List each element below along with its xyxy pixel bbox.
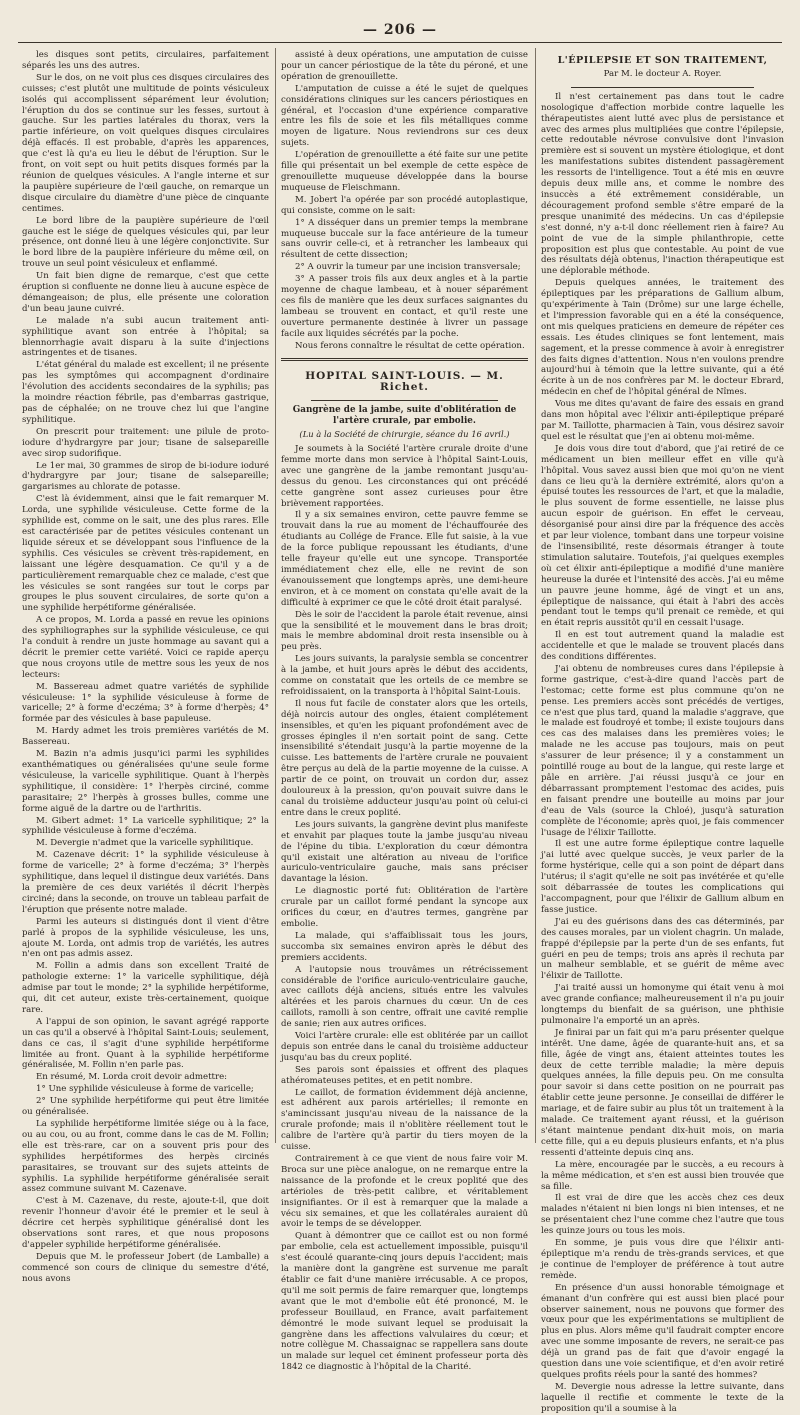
column-divider bbox=[275, 48, 276, 1143]
paragraph: Les jours suivants, la paralysie sembla se concentrer à la jambe, et huit jours après le début des accidents, comme on constatait que les orteils de ce membre se refroidissaient, on la transporta à l'hôpital Saint-Louis. bbox=[281, 654, 528, 697]
paragraph: 1° A disséquer dans un premier temps la membrane muqueuse buccale sur la face antérieure de la tumeur sans ouvrir celle-ci, et à retrancher les lambeaux qui résultent de cette dissection; bbox=[281, 217, 528, 261]
paragraph: Il est une autre forme épileptique contre laquelle j'ai lutté avec quelque succès, je veux parler de la forme hystérique, celle qui a son point de départ dans l'utérus; il s'agit qu'elle ne soit pas invétérée et qu'elle soit débarrassée de toutes les complications qui l'accompagnent, pour que l'élixir de Gallium album en fasse justice. bbox=[541, 839, 784, 915]
column-1 bbox=[22, 50, 269, 1284]
paragraph: Je dois vous dire tout d'abord, que j'ai retiré de ce médicament un bien meilleur effet en ville qu'à l'hôpital. Vous savez aussi bien que moi qu'on ne vient dans ce lieu qu'à la dernière extrémité, alors qu'on a épuisé toutes les ressources de l'art, et que la maladie, le plus souvent de forme essentielle, ne laisse plus aucun espoir de guérison. En effet le cerveau, désorganisé pour ainsi dire par la fréquence des accès et par leur violence, tombant dans une torpeur voisine de l'insensibilité, reste désormais étranger à toute stimulation salutaire. Toutefois, j'ai quelques exemples où cet élixir anti-épileptique a modifié d'une manière heureuse la durée et l'intensité des accès. J'ai eu même un pauvre jeune homme, âgé de vingt et un ans, épileptique de naissance, qui était à l'abri des accès pendant tout le temps qu'il prenait ce remède, et qui en était repris aussitôt qu'il en cessait l'usage. bbox=[541, 443, 784, 629]
paragraph: A l'autopsie nous trouvâmes un rétrécissement considérable de l'orifice auriculo-ventriculaire gauche, avec caillots déjà anciens, situés entre les valvules altérées et les parois charnues du cœur. Un de ces caillots, ramolli à son centre, offrait une cavité remplie de sanie; rien aux autres orifices. bbox=[281, 964, 528, 1030]
paragraph: 2° A ouvrir la tumeur par une incision transversale; bbox=[295, 262, 521, 273]
paragraph: Il n'est certainement pas dans tout le cadre nosologique d'affection morbide contre laquelle les thérapeutistes aient lutté avec plus de persistance et avec des armes plus multipliées que contre l'épilepsie, cette redoutable névrose convulsive dont l'invasion première est si souvent un mystère étiologique, et dont les manifestations subites distendent passagèrement les ressorts de l'intelligence. Tout a été mis en œuvre depuis deux mille ans, et comme le nombre des insuccès a été extrêmement considérable, un découragement profond semble s'être emparé de la presque unanimité des médecins. Un cas d'épilepsie s'est donné, n'y a-t-il donc réellement rien à faire? Au point de vue de la simple philanthropie, cette proposition est plus que contestable. Au point de vue des résultats déjà obtenus, l'inaction thérapeutique est une déplorable méthode. bbox=[541, 91, 784, 277]
paragraph: C'est à M. Cazenave, du reste, ajoute-t-il, que doit revenir l'honneur d'avoir été le premier et le seul à décrire cet herpès syphilitique généralisé dont les observations sont rares, et que nous proposons d'appeler syphilide herpétiforme généralisée. bbox=[22, 1196, 269, 1250]
title-rule bbox=[311, 400, 498, 401]
paragraph: M. Devergie n'admet que la varicelle syphilitique. bbox=[36, 838, 254, 849]
paragraph: Depuis que M. le professeur Jobert (de Lamballe) a commencé son cours de clinique du semestre d'été, nous avons bbox=[22, 1251, 269, 1284]
paragraph: M. Bazin n'a admis jusqu'ici parmi les syphilides exanthématiques ou généralisées qu'une seule forme vésiculeuse, la varicelle syphilitique. Quant à l'herpès syphilitique, il considère: 1° l'herpès circiné, comme parasitaire; 2° l'herpès à grosses bulles, comme une forme aiguë de la dartre ou de l'arthritis. bbox=[22, 749, 269, 814]
paragraph: Quant à démontrer que ce caillot est ou non formé par embolie, cela est actuellement impossible, puisqu'il s'est écoulé quarante-cinq jours depuis l'accident; mais la manière dont la gangrène est survenue me paraît établir ce fait d'une manière irrécusable. A ce propos, qu'il me soit permis de faire remarquer que, longtemps avant que le mot d'embolie eût été prononcé, M. le professeur Bouillaud, en France, avait parfaitement démontré le mode suivant lequel se produisait la gangrène dans les affections valvulaires du cœur; et notre collègue M. Chassaignac se rappellera sans doute un malade sur lequel cet éminent professeur porta dès 1842 ce diagnostic à l'hôpital de la Charité. bbox=[281, 1231, 528, 1373]
paragraph: les disques sont petits, circulaires, parfaitement séparés les uns des autres. bbox=[22, 50, 269, 71]
column-divider bbox=[535, 48, 536, 1143]
paragraph: Vous me dites qu'avant de faire des essais en grand dans mon hôpital avec l'élixir anti-épileptique préparé par M. Taillotte, pharmacien à Tain, vous désirez savoir quel est le résultat que j'en ai obtenu moi-même. bbox=[541, 399, 784, 442]
paragraph: J'ai obtenu de nombreuses cures dans l'épilepsie à forme gastrique, c'est-à-dire quand l'accès part de l'estomac; cette forme est plus commune qu'on ne pense. Les premiers accès sont précédés de vertiges, ce n'est que plus tard, quand la maladie s'aggrave, que le malade est foudroyé et tombe; il existe toujours dans ces cas des malaises dans les premières voies; le malade ne les accuse pas toujours, mais on peut s'assurer de leur présence; il y a constamment un pointillé rouge au bout de la langue, qui reste large et pâle en arrière. J'ai réussi jusqu'à ce jour en débarrassant promptement l'estomac des acides, puis en faisant prendre une bouteille au moins par jour d'eau de Vals (source la Chloé), jusqu'à saturation complète de l'économie; après quoi, je fais commencer l'usage de l'élixir Taillotte. bbox=[541, 663, 784, 838]
paragraph: Il est vrai de dire que les accès chez ces deux malades n'étaient ni bien longs ni bien intenses, et ne se présentaient chez l'une comme chez l'autre que tous les quinze jours ou tous les mois. bbox=[541, 1193, 784, 1237]
paragraph: L'amputation de cuisse a été le sujet de quelques considérations cliniques sur les cancers périostiques en général, et l'occasion d'une expérience comparative entre les fils de soie et les fils métalliques comme moyen de ligature. Nous reviendrons sur ces deux sujets. bbox=[281, 83, 528, 149]
paragraph: 2° Une syphilide herpétiforme qui peut être limitée ou généralisée. bbox=[22, 1096, 269, 1118]
hospital-article-note: (Lu à la Société de chirurgie, séance du 16 avril.) bbox=[299, 429, 510, 440]
paragraph: Dès le soir de l'accident la parole était revenue, ainsi que la sensibilité et le mouvement dans le bras droit; mais le membre abdominal droit resta insensible ou à peu près. bbox=[281, 609, 528, 653]
column-1-text bbox=[22, 50, 269, 1285]
paragraph: assisté à deux opérations, une amputation de cuisse pour un cancer périostique de la tête du péroné, et une opération de grenouillette. bbox=[281, 50, 528, 82]
section-separator bbox=[281, 358, 528, 361]
paragraph: En présence d'un aussi honorable témoignage et émanant d'un confrère qui est aussi bien placé pour observer sainement, nous ne pouvons que former des vœux pour que les expérimentations se multiplient de plus en plus. Alors même qu'il faudrait compter encore avec une somme imposante de revers, ne serait-ce pas déjà un grand pas de fait que d'avoir engagé la question dans une voie scientifique, et d'en avoir retiré quelques profits réels pour la santé des hommes? bbox=[541, 1282, 784, 1380]
column-2-text-top bbox=[281, 50, 528, 351]
page-number: — 206 — bbox=[363, 22, 437, 38]
paragraph: C'est là évidemment, ainsi que le fait remarquer M. Lorda, une syphilide vésiculeuse. Cette forme de la syphilide est, comme on le sait, une des plus rares. Elle est caractérisée par de petites vésicules contenant un liquide séreux et se développant sous l'influence de la syphilis. Ces vésicules se crèvent très-rapidement, en laissant une légère desquamation. Ce qu'il y a de particulièrement remarquable chez ce malade, c'est que les vésicules se sont rangées sur tout le corps par groupes le plus souvent circulaires, de sorte qu'on a une syphilide herpétiforme généralisée. bbox=[22, 494, 269, 614]
paragraph: Contrairement à ce que vient de nous faire voir M. Broca sur une pièce analogue, on ne remarque entre la naissance de la profonde et le creux poplité que des artérioles de très-petit calibre, et véritablement insignifiantes. Or il est à remarquer que la malade a vécu six semaines, et que les collatérales auraient dû avoir le temps de se développer. bbox=[281, 1154, 528, 1230]
paragraph: En somme, je puis vous dire que l'élixir anti-épileptique m'a rendu de très-grands services, et que je continue de l'employer de préférence à tout autre remède. bbox=[541, 1238, 784, 1281]
paragraph: M. Devergie nous adresse la lettre suivante, dans laquelle il rectifie et commente le texte de la proposition qu'il a soumise à la bbox=[541, 1381, 784, 1414]
paragraph: Un fait bien digne de remarque, c'est que cette éruption si confluente ne donne lieu à aucune espèce de démangeaison; de plus, elle présente une coloration d'un beau jaune cuivré. bbox=[22, 271, 269, 314]
paragraph: Le bord libre de la paupière supérieure de l'œil gauche est le siége de quelques vésicules qui, par leur présence, ont donné lieu à une légère conjonctivite. Sur le bord libre de la paupière inférieure du même œil, on trouve un seul point vésiculeux et enflammé. bbox=[22, 215, 269, 270]
paragraph: Le 1er mai, 30 grammes de sirop de bi-iodure ioduré d'hydrargyre par jour; tisane de salsepareille; gargarismes au chlorate de potasse. bbox=[22, 460, 269, 493]
paragraph: Il nous fut facile de constater alors que les orteils, déjà noircis autour des ongles, étaient complétement insensibles, et qu'en les piquant profondément avec de grosses épingles il n'en sortait point de sang. Cette insensibilité s'étendait jusqu'à la partie moyenne de la cuisse. Les battements de l'artère crurale ne pouvaient être perçus au delà de la partie moyenne de la cuisse. A partir de ce point, on trouvait un cordon dur, assez douloureux à la pression, qu'on pouvait suivre dans le canal du troisième adducteur jusqu'au point où celui-ci entre dans le creux poplité. bbox=[281, 698, 528, 818]
paragraph: M. Jobert l'a opérée par son procédé autoplastique, qui consiste, comme on le sait: bbox=[281, 194, 528, 216]
paragraph: Je soumets à la Société l'artère crurale droite d'une femme morte dans mon service à l'hôpital Saint-Louis, avec une gangrène de la jambe remontant jusqu'au-dessus du genou. Les circonstances qui ont précédé cette gangrène sont assez curieuses pour être brièvement rapportées. bbox=[281, 444, 528, 509]
paragraph: Depuis quelques années, le traitement des épileptiques par les préparations de Gallium album, qu'expérimente à Tain (Drôme) sur une large échelle, et l'impression favorable qui en a été la conséquence, ont mis quelques praticiens en demeure de répéter ces essais. Les études cliniques se font lentement, mais sagement, et la presse commence à avoir à enregistrer des faits dignes d'attention. Nous n'en voulons prendre aujourd'hui à témoin que la lettre suivante, qui a été écrite à un de nos confrères par M. le docteur Ebrard, médecin en chef de l'hôpital général de Nîmes. bbox=[541, 278, 784, 398]
paragraph: La malade, qui s'affaiblissait tous les jours, succomba six semaines environ après le début des premiers accidents. bbox=[281, 930, 528, 963]
paragraph: J'ai traité aussi un homonyme qui était venu à moi avec grande confiance; malheureusement il n'a pu jouir longtemps du bienfait de sa guérison, une phthisie pulmonaire l'a emporté un an après. bbox=[541, 983, 784, 1026]
paragraph: 3° A passer trois fils aux deux angles et à la partie moyenne de chaque lambeau, et à nouer séparément ces fils de manière que les deux surfaces saignantes du lambeau se trouvent en contact, et qu'il reste une ouverture permanente destinée à livrer un passage facile aux liquides sécrétés par la poche. bbox=[281, 274, 528, 339]
paragraph: Nous ferons connaître le résultat de cette opération. bbox=[295, 340, 525, 351]
paragraph: M. Follin a admis dans son excellent Traité de pathologie externe: 1° la varicelle syphilitique, déjà admise par tout le monde; 2° la syphilide herpétiforme, qui, dit cet auteur, existe très-certainement, quoique rare. bbox=[22, 961, 269, 1015]
paragraph: J'ai eu des guérisons dans des cas déterminés, par des causes morales, par un violent chagrin. Un malade, frappé d'épilepsie par la perte d'un de ses enfants, fut guéri en peu de temps; trois ans après il rechuta par un malheur semblable, et se guérit de même avec l'élixir de Taillotte. bbox=[541, 916, 784, 982]
paragraph: La syphilide herpétiforme limitée siége ou à la face, ou au cou, ou au front, comme dans le cas de M. Follin; elle est très-rare, car on a souvent pris pour des syphilides herpétiformes des herpès circinés parasitaires, se trouvant sur des sujets atteints de syphilis. La syphilide herpétiforme généralisée serait assez commune suivant M. Cazenave. bbox=[22, 1119, 269, 1195]
column-2 bbox=[281, 50, 528, 1373]
column-3 bbox=[541, 50, 784, 1414]
column-3-text bbox=[541, 92, 784, 1415]
paragraph: Ses parois sont épaissies et offrent des plaques athéromateuses petites, et en petit nombre. bbox=[281, 1064, 528, 1086]
article-author: Par M. le docteur A. Royer. bbox=[603, 68, 722, 79]
header-rule bbox=[18, 42, 782, 43]
paragraph: Voici l'artère crurale: elle est oblitérée par un caillot depuis son entrée dans le canal du troisième adducteur jusqu'au bas du creux poplité. bbox=[281, 1031, 528, 1063]
article-title: L'ÉPILEPSIE ET SON TRAITEMENT, bbox=[557, 55, 768, 66]
paragraph: Parmi les auteurs si distingués dont il vient d'être parlé à propos de la syphilide vésiculeuse, les uns, ajoute M. Lorda, ont admis trop de variétés, les autres n'en ont pas admis assez. bbox=[22, 916, 269, 960]
paragraph: Les jours suivants, la gangrène devint plus manifeste et envahit par plaques toute la jambe jusqu'au niveau de l'épine du tibia. L'exploration du cœur démontra qu'il existait une altération au niveau de l'orifice auriculo-ventriculaire gauche, mais sans préciser davantage la lésion. bbox=[281, 819, 528, 885]
paragraph: M. Cazenave décrit: 1° la syphilide vésiculeuse à forme de varicelle; 2° à forme d'eczéma; 3° l'herpès syphilitique, dans lequel il distingue deux variétés. Dans la première de ces deux variétés il décrit l'herpès circiné; dans la seconde, on trouve un tableau parfait de l'éruption que présente notre malade. bbox=[22, 850, 269, 915]
paragraph: Le diagnostic porté fut: Oblitération de l'artère crurale par un caillot formé pendant la syncope aux orifices du cœur, en d'autres termes, gangrène par embolie. bbox=[281, 886, 528, 929]
title-rule bbox=[571, 87, 754, 88]
paragraph: L'opération de grenouillette a été faite sur une petite fille qui présentait un bel exemple de cette espèce de grenouillette muqueuse développée dans la bourse muqueuse de Fleischmann. bbox=[281, 150, 528, 193]
paragraph: Le caillot, de formation évidemment déjà ancienne, est adhérent aux parois artérielles; il remonte en s'amincissant jusqu'au niveau de la naissance de la crurale profonde; mais il n'oblitère réellement tout le calibre de l'artère qu'à partir du tiers moyen de la cuisse. bbox=[281, 1087, 528, 1153]
column-2-text-bottom bbox=[281, 444, 528, 1373]
hospital-article-subtitle: Gangrène de la jambe, suite d'oblitération de l'artère crurale, par embolie. bbox=[292, 405, 517, 427]
hospital-section-title: HOPITAL SAINT-LOUIS. — M. Richet. bbox=[305, 370, 504, 394]
paragraph: La mère, encouragée par le succès, a eu recours à la même médication, et s'en est aussi bien trouvée que sa fille. bbox=[541, 1159, 784, 1192]
paragraph: Sur le dos, on ne voit plus ces disques circulaires des cuisses; c'est plutôt une multitude de points vésiculeux isolés qui accomplissent séparément leur évolution; l'éruption du dos se continue sur les fesses, surtout à gauche. Sur les parties latérales du thorax, vers la partie inférieure, on voit quelques disques circulaires déjà effacés. Il est probable, d'après les apparences, que c'est là qu'a eu lieu le début de l'éruption. Sur le front, on voit sept ou huit petits disques formés par la réunion de quelques vésicules. A l'angle interne et sur la paupière supérieure de l'œil gauche, on remarque un disque circulaire du diamètre d'une pièce de cinquante centimes. bbox=[22, 72, 269, 214]
paragraph: Il en est tout autrement quand la maladie est accidentelle et que le malade se trouvent placés dans des conditions différentes. bbox=[541, 630, 784, 663]
paragraph: On prescrit pour traitement: une pilule de proto-iodure d'hydrargyre par jour; tisane de salsepareille avec sirop sudorifique. bbox=[22, 426, 269, 459]
paragraph: M. Gibert admet: 1° La varicelle syphilitique; 2° la syphilide vésiculeuse à forme d'eczéma. bbox=[22, 815, 269, 837]
paragraph: L'état général du malade est excellent; il ne présente pas les symptômes qui accompagnent d'ordinaire l'évolution des accidents secondaires de la syphilis; pas la moindre réaction fébrile, pas d'embarras gastrique, pas de céphalée; on ne trouve chez lui que l'angine syphilitique. bbox=[22, 360, 269, 425]
paragraph: A ce propos, M. Lorda a passé en revue les opinions des syphiliographes sur la syphilide vésiculeuse, ce qui l'a conduit à rendre un juste hommage au savant qui a décrit le premier cette variété. Voici ce rapide aperçu que nous croyons utile de mettre sous les yeux de nos lecteurs: bbox=[22, 615, 269, 680]
paragraph: Je finirai par un fait qui m'a paru présenter quelque intérêt. Une dame, âgée de quarante-huit ans, et sa fille, âgée de vingt ans, étaient atteintes toutes les deux de cette terrible maladie; la mère depuis quelques années, la fille depuis peu. On me consulta pour savoir si dans cette position on ne pourrait pas établir cette jeune personne. Je conseillai de différer le mariage, et de faire subir au plus tôt un traitement à la malade. Ce traitement ayant réussi, et la guérison s'étant maintenue pendant dix-huit mois, on maria cette fille, qui a eu depuis plusieurs enfants, et n'a plus ressenti d'atteinte depuis cinq ans. bbox=[541, 1027, 784, 1158]
paragraph: En résumé, M. Lorda croit devoir admettre: bbox=[36, 1072, 228, 1083]
paragraph: A l'appui de son opinion, le savant agrégé rapporte un cas qu'il a observé à l'hôpital Saint-Louis; seulement, dans ce cas, il s'agit d'une syphilide herpétiforme limitée au front. Quant à la syphilide herpétiforme généralisée, M. Follin n'en parle pas. bbox=[22, 1016, 269, 1071]
paragraph: M. Hardy admet les trois premières variétés de M. Bassereau. bbox=[22, 726, 269, 748]
paragraph: M. Bassereau admet quatre variétés de syphilide vésiculeuse: 1° la syphilide vésiculeuse à forme de varicelle; 2° à forme d'eczéma; 3° à forme d'herpès; 4° formée par des vésicules à base papuleuse. bbox=[22, 681, 269, 725]
paragraph: Il y a six semaines environ, cette pauvre femme se trouvait dans la rue au moment de l'échauffourée des étudiants au Collége de France. Elle fut saisie, à la vue de la force publique repoussant les étudiants, d'une telle frayeur qu'elle eut une syncope. Transportée immédiatement chez elle, elle ne revint de son évanouissement que longtemps après, une demi-heure environ, et à ce moment on constata qu'elle avait de la difficulté à exprimer ce que le côté droit était paralysé. bbox=[281, 510, 528, 608]
paragraph: Le malade n'a subi aucun traitement anti-syphilitique avant son entrée à l'hôpital; sa blennorrhagie avait disparu à la suite d'injections astringentes et de tisanes. bbox=[22, 315, 269, 359]
paragraph: 1° Une syphilide vésiculeuse à forme de varicelle; bbox=[36, 1084, 254, 1095]
